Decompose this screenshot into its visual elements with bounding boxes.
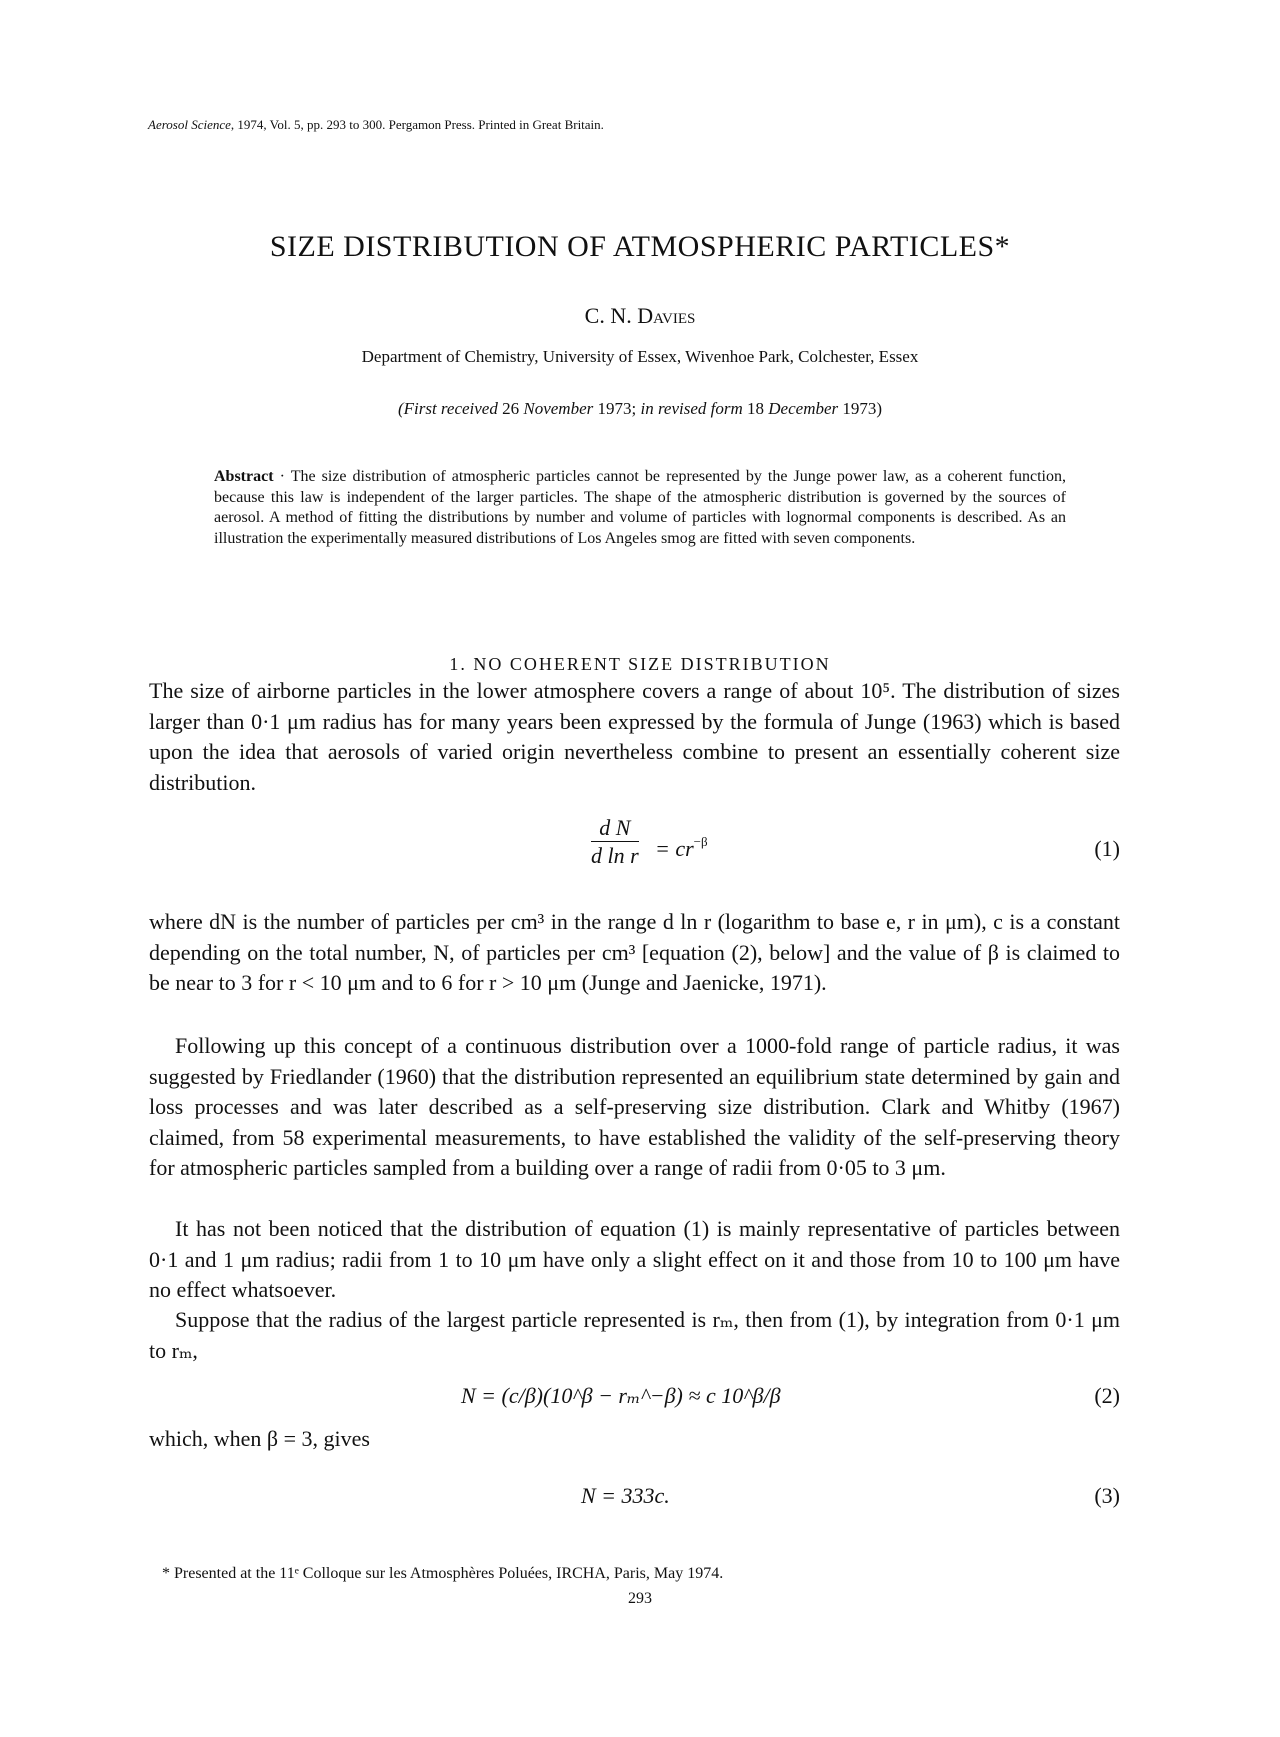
equation-1-rhs [655,836,708,862]
received-label: (First received [397,399,503,418]
paragraph-2: where dN is the number of particles per cm³ in the range d ln r (logarithm to base e, r in μm), c is a constant depending on the total number, N, of particles per cm³ [equation (2), below] and the value of β is claimed to be near to 3 for r < 10 μm and to 6 for r > 10 μm (Junge and Jaenicke, 1971). [149,909,1120,995]
author [0,303,1280,329]
paragraph-4: It has not been noticed that the distribution of equation (1) is mainly representative of particles between 0·1 and 1 μm radius; radii from 1 to 10 μm have only a slight effect on it and those from 10 to 100 μm have no effect whatsoever. [149,1216,1120,1302]
paragraph-5: Suppose that the radius of the largest particle represented is rₘ, then from (1), by integration from 0·1 μm to rₘ, [149,1307,1120,1363]
equation-1-fraction [591,816,639,869]
equation-3-expression: N = 333c. [581,1483,670,1508]
affiliation: Department of Chemistry, University of Essex, Wivenhoe Park, Colchester, Essex [361,347,919,366]
revised-month: December [764,399,843,418]
footnote: * Presented at the 11ᵉ Colloque sur les Atmosphères Poluées, IRCHA, Paris, May 1974. [162,1565,724,1582]
paragraph-6: which, when β = 3, gives [149,1426,370,1451]
author-surname: Davies [637,303,696,328]
received-day: 26 [502,399,520,418]
equation-3-number: (3) [1094,1483,1120,1508]
page-number: 293 [628,1590,652,1607]
journal-citation [148,117,604,133]
equation-3 [149,1483,1120,1517]
section-heading: 1. NO COHERENT SIZE DISTRIBUTION [449,654,831,674]
abstract-label: Abstract [214,468,274,485]
equation-1-numerator: d N [591,816,639,842]
received-dates [0,399,1280,419]
equation-2-expression: N = (c/β)(10^β − rₘ^−β) ≈ c 10^β/β [461,1383,781,1408]
paragraph-3: Following up this concept of a continuous distribution over a 1000-fold range of particle radius, it was suggested by Friedlander (1960) that the distribution represented an equilibrium state determined by gain and loss processes and was later described as a self-preserving size distribution. Clark and Whitby (1967) claimed, from 58 experimental measurements, to have established the validity of the self-preserving theory for atmospheric particles sampled from a building over a range of radii from 0·05 to 3 μm. [149,1033,1120,1180]
abstract-text: The size distribution of atmospheric particles cannot be represented by the Junge power law, as a coherent function, because this law is independent of the larger particles. The shape of the atmospheric distribution is governed by the sources of aerosol. A method of fitting the distributions by number and volume of particles with lognormal components is described. As an illustration the experimentally measured distributions of Los Angeles smog are fitted with seven components. [214,468,1066,547]
revised-day: 18 [747,399,765,418]
received-month: November [519,399,598,418]
equation-1-rhs-exponent: −β [693,834,708,849]
abstract [214,467,1066,549]
equation-1-rhs-base: = cr [655,836,694,861]
revised-label: in revised form [636,399,748,418]
equation-2 [149,1383,1120,1417]
journal-details: , 1974, Vol. 5, pp. 293 to 300. Pergamon Press. Printed in Great Britain. [230,117,604,132]
paper-title: SIZE DISTRIBUTION OF ATMOSPHERIC PARTICLES* [269,230,1011,263]
abstract-separator: · [273,468,291,485]
revised-year: 1973) [842,399,883,418]
equation-2-number: (2) [1094,1383,1120,1408]
author-initials: C. N. [584,303,638,328]
equation-1-denominator: d ln r [591,843,639,868]
received-year: 1973; [597,399,637,418]
journal-name: Aerosol Science [148,117,231,132]
equation-1 [149,816,1120,876]
paragraph-1: The size of airborne particles in the lower atmosphere covers a range of about 10⁵. The distribution of sizes larger than 0·1 μm radius has for many years been expressed by the formula of Junge (1963) which is based upon the idea that aerosols of varied origin nevertheless combine to present an essentially coherent size distribution. [149,678,1120,795]
equation-1-number: (1) [1094,836,1120,861]
